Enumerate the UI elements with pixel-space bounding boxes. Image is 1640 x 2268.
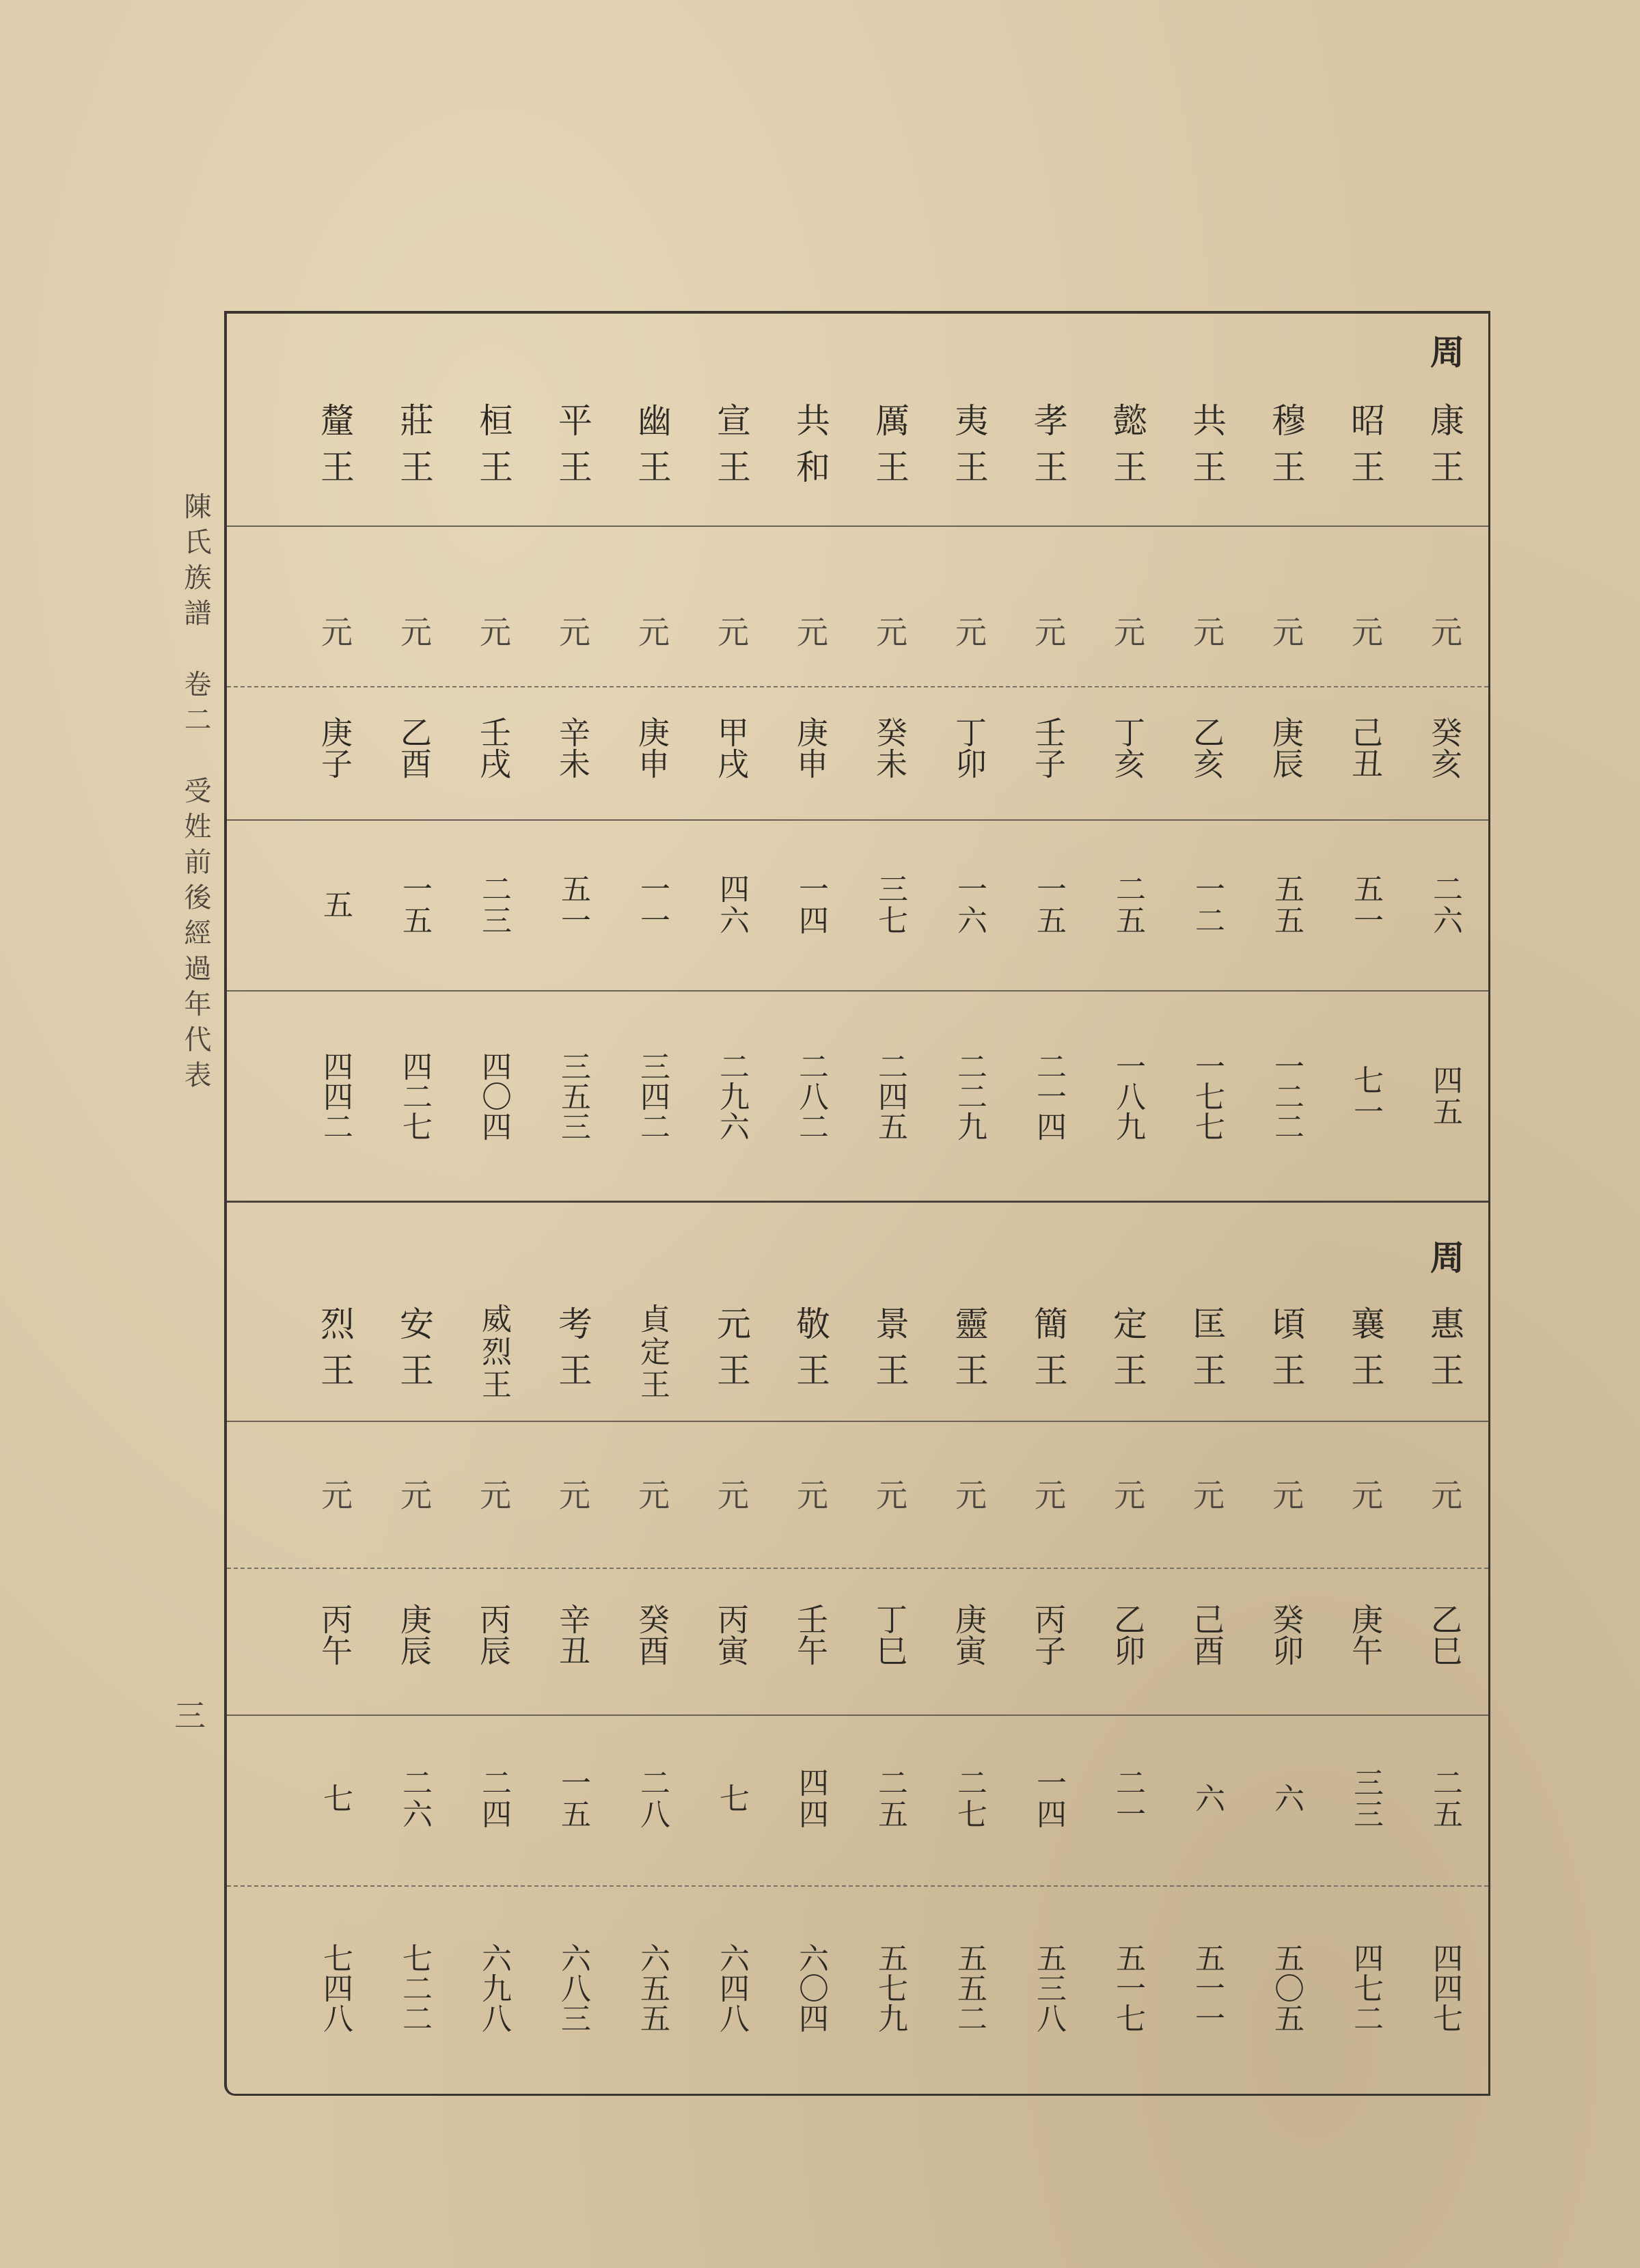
ganzhi-year: 庚寅 bbox=[951, 1602, 987, 1666]
elapsed-years: 七一 bbox=[1348, 1065, 1383, 1128]
reign-column bbox=[1167, 1202, 1246, 2094]
reign-name: 靈王 bbox=[949, 1306, 989, 1399]
ganzhi-year: 庚子 bbox=[316, 716, 353, 779]
first-year-label: 元 bbox=[871, 1478, 908, 1510]
reign-length: 四六 bbox=[714, 873, 749, 936]
ganzhi-year: 庚辰 bbox=[396, 1602, 433, 1666]
first-year-label: 元 bbox=[951, 616, 987, 647]
reign-length: 七 bbox=[318, 1782, 353, 1814]
elapsed-years: 三五三 bbox=[556, 1051, 590, 1141]
first-year-label: 元 bbox=[316, 1478, 353, 1510]
reign-length: 五 bbox=[318, 889, 353, 920]
margin-title: 陳氏族譜 卷二 受姓前後經過年代表 bbox=[180, 492, 211, 1096]
elapsed-years: 六九八 bbox=[476, 1943, 511, 2033]
reign-length: 六 bbox=[1269, 1782, 1304, 1814]
reign-column bbox=[533, 314, 612, 1202]
reign-column bbox=[454, 1202, 533, 2094]
first-year-label: 元 bbox=[633, 1478, 670, 1510]
reign-name: 平王 bbox=[553, 402, 592, 495]
elapsed-years: 二九六 bbox=[714, 1051, 749, 1141]
reign-name: 孝王 bbox=[1028, 402, 1068, 495]
elapsed-years: 五五二 bbox=[952, 1943, 987, 2033]
reign-name: 敬王 bbox=[791, 1306, 830, 1399]
page-number: 三 bbox=[174, 1697, 206, 1734]
reign-column bbox=[1088, 314, 1167, 1202]
reign-column bbox=[1009, 1202, 1088, 2094]
reign-name: 考王 bbox=[553, 1306, 592, 1399]
reign-column bbox=[1326, 314, 1405, 1202]
reign-length: 三七 bbox=[873, 873, 907, 936]
ganzhi-year: 丙寅 bbox=[713, 1602, 750, 1666]
ganzhi-year: 壬子 bbox=[1030, 716, 1067, 779]
reign-name: 夷王 bbox=[949, 402, 989, 495]
reign-name: 定王 bbox=[1108, 1306, 1147, 1399]
first-year-label: 元 bbox=[396, 616, 433, 647]
reign-name: 桓王 bbox=[474, 402, 513, 495]
first-year-label: 元 bbox=[1030, 1478, 1067, 1510]
elapsed-years: 四〇四 bbox=[476, 1051, 511, 1141]
reign-column bbox=[929, 314, 1009, 1202]
reign-column bbox=[771, 1202, 850, 2094]
first-year-label: 元 bbox=[951, 1478, 987, 1510]
elapsed-years: 一二二 bbox=[1269, 1051, 1304, 1141]
reign-column bbox=[929, 1202, 1009, 2094]
ganzhi-year: 丁卯 bbox=[951, 716, 987, 779]
ganzhi-year: 丙辰 bbox=[475, 1602, 512, 1666]
reign-column bbox=[850, 1202, 929, 2094]
elapsed-years: 五三八 bbox=[1031, 1943, 1066, 2033]
reign-name: 釐王 bbox=[315, 402, 355, 495]
reign-column bbox=[692, 1202, 771, 2094]
reign-length: 五一 bbox=[1348, 873, 1383, 936]
reign-length: 一五 bbox=[556, 1766, 590, 1830]
first-year-label: 元 bbox=[554, 1478, 591, 1510]
first-year-label: 元 bbox=[1268, 616, 1304, 647]
reign-length: 一四 bbox=[793, 873, 828, 936]
elapsed-years: 二四五 bbox=[873, 1051, 907, 1141]
elapsed-years: 四四七 bbox=[1427, 1943, 1462, 2033]
reign-name: 頃王 bbox=[1266, 1306, 1306, 1399]
elapsed-years: 二八二 bbox=[793, 1051, 828, 1141]
ganzhi-year: 庚申 bbox=[792, 716, 829, 779]
first-year-label: 元 bbox=[1426, 1478, 1463, 1510]
ganzhi-year: 癸酉 bbox=[633, 1602, 670, 1666]
elapsed-years: 四四二 bbox=[318, 1051, 353, 1141]
first-year-label: 元 bbox=[1347, 1478, 1384, 1510]
first-year-label: 元 bbox=[316, 616, 353, 647]
reign-length: 四四 bbox=[793, 1766, 828, 1830]
reign-name: 共和 bbox=[791, 402, 830, 495]
ganzhi-year: 己丑 bbox=[1347, 716, 1384, 779]
ganzhi-year: 乙酉 bbox=[396, 716, 433, 779]
ganzhi-year: 己酉 bbox=[1188, 1602, 1225, 1666]
elapsed-years: 四二七 bbox=[397, 1051, 432, 1141]
reign-column bbox=[1167, 314, 1246, 1202]
first-year-label: 元 bbox=[713, 1478, 750, 1510]
first-year-label: 元 bbox=[1347, 616, 1384, 647]
elapsed-years: 一八九 bbox=[1110, 1051, 1145, 1141]
reign-length: 六 bbox=[1190, 1782, 1225, 1814]
reign-name: 貞定王 bbox=[635, 1303, 670, 1402]
reign-column bbox=[374, 1202, 454, 2094]
elapsed-years: 六五五 bbox=[635, 1943, 670, 2033]
reign-length: 二七 bbox=[952, 1766, 987, 1830]
ganzhi-year: 壬戌 bbox=[475, 716, 512, 779]
reign-column bbox=[1405, 1202, 1484, 2094]
reign-length: 五五 bbox=[1269, 873, 1304, 936]
reign-length: 一一 bbox=[635, 873, 670, 936]
first-year-label: 元 bbox=[871, 616, 908, 647]
ganzhi-year: 癸未 bbox=[871, 716, 908, 779]
first-year-label: 元 bbox=[792, 616, 829, 647]
table-section-upper bbox=[227, 314, 1488, 1202]
elapsed-years: 四七二 bbox=[1348, 1943, 1383, 2033]
reign-name: 懿王 bbox=[1108, 402, 1147, 495]
ganzhi-year: 壬午 bbox=[792, 1602, 829, 1666]
elapsed-years: 五一七 bbox=[1110, 1943, 1145, 2033]
ganzhi-year: 丁亥 bbox=[1109, 716, 1146, 779]
reign-name: 簡王 bbox=[1028, 1306, 1068, 1399]
reign-column bbox=[1246, 1202, 1326, 2094]
reign-column bbox=[612, 314, 692, 1202]
chronology-table bbox=[224, 311, 1490, 2096]
first-year-label: 元 bbox=[554, 616, 591, 647]
elapsed-years: 五一一 bbox=[1190, 1943, 1225, 2033]
elapsed-years: 六八三 bbox=[556, 1943, 590, 2033]
first-year-label: 元 bbox=[475, 616, 512, 647]
first-year-label: 元 bbox=[475, 1478, 512, 1510]
reign-length: 一五 bbox=[397, 873, 432, 936]
reign-column bbox=[1326, 1202, 1405, 2094]
elapsed-years: 五七九 bbox=[873, 1943, 907, 2033]
reign-name: 景王 bbox=[870, 1306, 910, 1399]
reign-length: 二五 bbox=[1427, 1766, 1462, 1830]
first-year-label: 元 bbox=[713, 616, 750, 647]
reign-column bbox=[533, 1202, 612, 2094]
first-year-label: 元 bbox=[792, 1478, 829, 1510]
reign-name: 匡王 bbox=[1187, 1306, 1227, 1399]
elapsed-years: 二一四 bbox=[1031, 1051, 1066, 1141]
reign-name: 元王 bbox=[711, 1306, 751, 1399]
reign-length: 二四 bbox=[476, 1766, 511, 1830]
elapsed-years: 一七七 bbox=[1190, 1051, 1225, 1141]
reign-length: 七 bbox=[714, 1782, 749, 1814]
first-year-label: 元 bbox=[1030, 616, 1067, 647]
ganzhi-year: 庚申 bbox=[633, 716, 670, 779]
reign-name: 惠王 bbox=[1425, 1306, 1464, 1399]
reign-name: 幽王 bbox=[632, 402, 672, 495]
first-year-label: 元 bbox=[1188, 1478, 1225, 1510]
ganzhi-year: 丙午 bbox=[316, 1602, 353, 1666]
elapsed-years: 二二九 bbox=[952, 1051, 987, 1141]
first-year-label: 元 bbox=[1188, 616, 1225, 647]
dynasty-label: 周 bbox=[1425, 334, 1465, 368]
elapsed-years: 五〇五 bbox=[1269, 1943, 1304, 2033]
reign-length: 一二 bbox=[1190, 873, 1225, 936]
ganzhi-year: 丁巳 bbox=[871, 1602, 908, 1666]
ganzhi-year: 癸卯 bbox=[1268, 1602, 1304, 1666]
reign-column bbox=[374, 314, 454, 1202]
ganzhi-year: 癸亥 bbox=[1426, 716, 1463, 779]
reign-name: 厲王 bbox=[870, 402, 910, 495]
reign-length: 三三 bbox=[1348, 1766, 1383, 1830]
first-year-label: 元 bbox=[1109, 616, 1146, 647]
reign-length: 二六 bbox=[397, 1766, 432, 1830]
reign-length: 二一 bbox=[1110, 1766, 1145, 1830]
reign-name: 穆王 bbox=[1266, 402, 1306, 495]
reign-column bbox=[1405, 314, 1484, 1202]
reign-name: 共王 bbox=[1187, 402, 1227, 495]
reign-name: 宣王 bbox=[711, 402, 751, 495]
reign-length: 一四 bbox=[1031, 1766, 1066, 1830]
reign-column bbox=[771, 314, 850, 1202]
ganzhi-year: 乙巳 bbox=[1426, 1602, 1463, 1666]
reign-length: 五一 bbox=[556, 873, 590, 936]
ganzhi-year: 乙卯 bbox=[1109, 1602, 1146, 1666]
ganzhi-year: 辛未 bbox=[554, 716, 591, 779]
reign-length: 二六 bbox=[1427, 873, 1462, 936]
elapsed-years: 七四八 bbox=[318, 1943, 353, 2033]
reign-name: 安王 bbox=[394, 1306, 434, 1399]
elapsed-years: 四五 bbox=[1427, 1065, 1462, 1128]
ganzhi-year: 辛丑 bbox=[554, 1602, 591, 1666]
ganzhi-year: 丙子 bbox=[1030, 1602, 1067, 1666]
reign-column bbox=[454, 314, 533, 1202]
ganzhi-year: 甲戌 bbox=[713, 716, 750, 779]
reign-name: 襄王 bbox=[1345, 1306, 1385, 1399]
reign-name: 莊王 bbox=[394, 402, 434, 495]
reign-column bbox=[1246, 314, 1326, 1202]
elapsed-years: 三四二 bbox=[635, 1051, 670, 1141]
reign-column bbox=[295, 1202, 374, 2094]
ganzhi-year: 乙亥 bbox=[1188, 716, 1225, 779]
reign-name: 烈王 bbox=[315, 1306, 355, 1399]
reign-length: 二五 bbox=[1110, 873, 1145, 936]
table-section-lower bbox=[227, 1202, 1488, 2094]
first-year-label: 元 bbox=[1268, 1478, 1304, 1510]
first-year-label: 元 bbox=[633, 616, 670, 647]
reign-length: 二八 bbox=[635, 1766, 670, 1830]
first-year-label: 元 bbox=[1426, 616, 1463, 647]
ganzhi-year: 庚辰 bbox=[1268, 716, 1304, 779]
reign-name: 昭王 bbox=[1345, 402, 1385, 495]
reign-column bbox=[295, 314, 374, 1202]
reign-column bbox=[1009, 314, 1088, 1202]
elapsed-years: 六四八 bbox=[714, 1943, 749, 2033]
first-year-label: 元 bbox=[1109, 1478, 1146, 1510]
reign-column bbox=[1088, 1202, 1167, 2094]
reign-length: 二三 bbox=[476, 873, 511, 936]
reign-column bbox=[850, 314, 929, 1202]
dynasty-label: 周 bbox=[1425, 1240, 1465, 1274]
reign-length: 一六 bbox=[952, 873, 987, 936]
reign-column bbox=[612, 1202, 692, 2094]
reign-name: 威烈王 bbox=[476, 1303, 511, 1402]
elapsed-years: 六〇四 bbox=[793, 1943, 828, 2033]
reign-name: 康王 bbox=[1425, 402, 1464, 495]
first-year-label: 元 bbox=[396, 1478, 433, 1510]
reign-length: 二五 bbox=[873, 1766, 907, 1830]
ganzhi-year: 庚午 bbox=[1347, 1602, 1384, 1666]
elapsed-years: 七二二 bbox=[397, 1943, 432, 2033]
reign-length: 一五 bbox=[1031, 873, 1066, 936]
reign-column bbox=[692, 314, 771, 1202]
